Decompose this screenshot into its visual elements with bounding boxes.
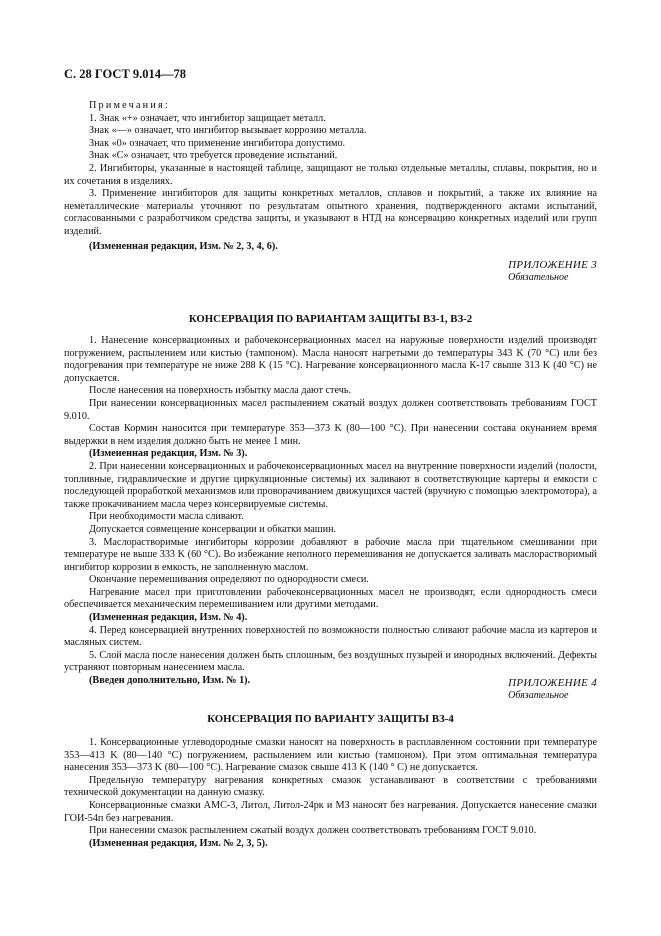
paragraph: Нагревание масел при приготовлении рабочеконсервационных масел не производят, если однородность смеси обеспечивается механическим перемешиванием или другими методами. bbox=[64, 586, 597, 611]
appendix3-label-block bbox=[508, 259, 597, 284]
revision-note: (Измененная редакция, Изм. № 4). bbox=[89, 612, 248, 624]
appendix4-title: КОНСЕРВАЦИЯ ПО ВАРИАНТУ ЗАЩИТЫ ВЗ-4 bbox=[207, 713, 454, 725]
notes-title: Примечания: bbox=[89, 100, 170, 111]
appendix3-status: Обязательное bbox=[508, 271, 569, 283]
note-line: 3. Применение ингибиторов для защиты конкретных металлов, сплавов и покрытий, а также их влияние на неметаллические материалы уточняют по результатам опытного хранения, подтвержденного актами испытаний, согласованными с разработчиком средства защиты, и указывают в НТД на консервацию конкретных изделий или групп изделий. bbox=[64, 188, 597, 237]
notes-section bbox=[64, 100, 597, 253]
paragraph: Консервационные смазки АМС-3, Литол, Литол-24рк и МЗ наносят без нагревания. Допускается нанесение смазки ГОИ-54п без нагревания. bbox=[64, 799, 597, 824]
note-line: 1. Знак «+» означает, что ингибитор защищает металл. bbox=[89, 112, 326, 124]
paragraph: При необходимости масла сливают. bbox=[89, 511, 244, 523]
paragraph: 1. Консервационные углеводородные смазки наносят на поверхность в расплавленном состоянии при температуре 353—413 K (80—140 °C) погружением, распылением или кистью (тампоном). При этом оптимальная температура нанесения 353—373 K (80—100 °C). Нагревание смазок свыше 413 K (140 ° C) не допускается. bbox=[64, 737, 597, 774]
paragraph: Окончание перемешивания определяют по однородности смеси. bbox=[89, 574, 369, 586]
revision-note: (Измененная редакция, Изм. № 2, 3, 5). bbox=[89, 837, 268, 849]
paragraph: После нанесения на поверхность избытку масла дают стечь. bbox=[89, 385, 352, 397]
paragraph: При нанесении смазок распылением сжатый воздух должен соответствовать требованиям ГОСТ 9.010. bbox=[89, 825, 537, 837]
appendix4-label-block bbox=[508, 677, 597, 702]
appendix3-body bbox=[64, 335, 597, 688]
appendix3-title: КОНСЕРВАЦИЯ ПО ВАРИАНТАМ ЗАЩИТЫ ВЗ-1, ВЗ-2 bbox=[188, 313, 473, 325]
paragraph: 4. Перед консервацией внутренних поверхностей по возможности полностью сливают рабочие масла из картеров и масляных систем. bbox=[64, 624, 597, 649]
appendix4-body bbox=[64, 737, 597, 850]
paragraph: При нанесении консервационных масел распылением сжатый воздух должен соответствовать требованиям ГОСТ 9.010. bbox=[64, 397, 597, 422]
paragraph: 3. Маслорастворимые ингибиторы коррозии добавляют в рабочие масла при тщательном смешивании при температуре не выше 333 K (60 °C). Во избежание неполного перемешивания не допускается заливать маслорастворимый ингибитор коррозии в емкость, не заполненную маслом. bbox=[64, 536, 597, 573]
revision-note: (Измененная редакция, Изм. № 3). bbox=[89, 448, 248, 460]
note-line: 2. Ингибиторы, указанные в настоящей таблице, защищают не только отдельные металлы, сплавы, покрытия, но и их сочетания в изделиях. bbox=[64, 162, 597, 187]
note-line: Знак «0» означает, что применение ингибитора допустимо. bbox=[89, 137, 346, 149]
appendix4-status: Обязательное bbox=[508, 689, 569, 701]
paragraph: 5. Слой масла после нанесения должен быть сплошным, без воздушных пузырей и инородных включений. Дефекты устраняют повторным нанесением масла. bbox=[64, 649, 597, 674]
paragraph: Предельную температуру нагревания конкретных смазок устанавливают в соответствии с требованиями технической документации на данную смазку. bbox=[64, 774, 597, 799]
notes-revision: (Измененная редакция, Изм. № 2, 3, 4, 6). bbox=[89, 240, 278, 252]
note-line: Знак «С» означает, что требуется проведение испытаний. bbox=[89, 150, 338, 162]
paragraph: 1. Нанесение консервационных и рабочеконсервационных масел на наружные поверхности изделий производят погружением, распылением или кистью (тампоном). Масла наносят нагретыми до температуры 343 K (70 °C) или без подогревания при температуре не ниже 288 K (15 °C). Нагревание консервационного масла К-17 свыше 313 K (40 °C) не допускается. bbox=[64, 335, 597, 384]
page-header: С. 28 ГОСТ 9.014—78 bbox=[64, 67, 187, 81]
paragraph: Состав Кормин наносится при температуре 353—373 K (80—100 °C). При нанесении состава окунанием время выдержки в нем изделия должно быть не менее 1 мин. bbox=[64, 423, 597, 447]
revision-note: (Введен дополнительно, Изм. № 1). bbox=[89, 675, 251, 687]
paragraph: 2. При нанесении консервационных и рабочеконсервационных масел на внутренние поверхности изделий (полости, топливные, гидравлические и другие циркуляционные системы) их заливают в соответствующие картеры и емкости с последующей проработкой механизмов или проворачиванием движущихся частей (вручную с помощью электромотора), а также прокачиванием масла через консервируемые системы. bbox=[64, 460, 597, 510]
paragraph: Допускается совмещение консервации и обкатки машин. bbox=[89, 523, 337, 535]
note-line: Знак «—» означает, что ингибитор вызывает коррозию металла. bbox=[89, 125, 367, 137]
appendix4-label: ПРИЛОЖЕНИЕ 4 bbox=[508, 677, 597, 689]
appendix3-label: ПРИЛОЖЕНИЕ 3 bbox=[508, 259, 597, 271]
